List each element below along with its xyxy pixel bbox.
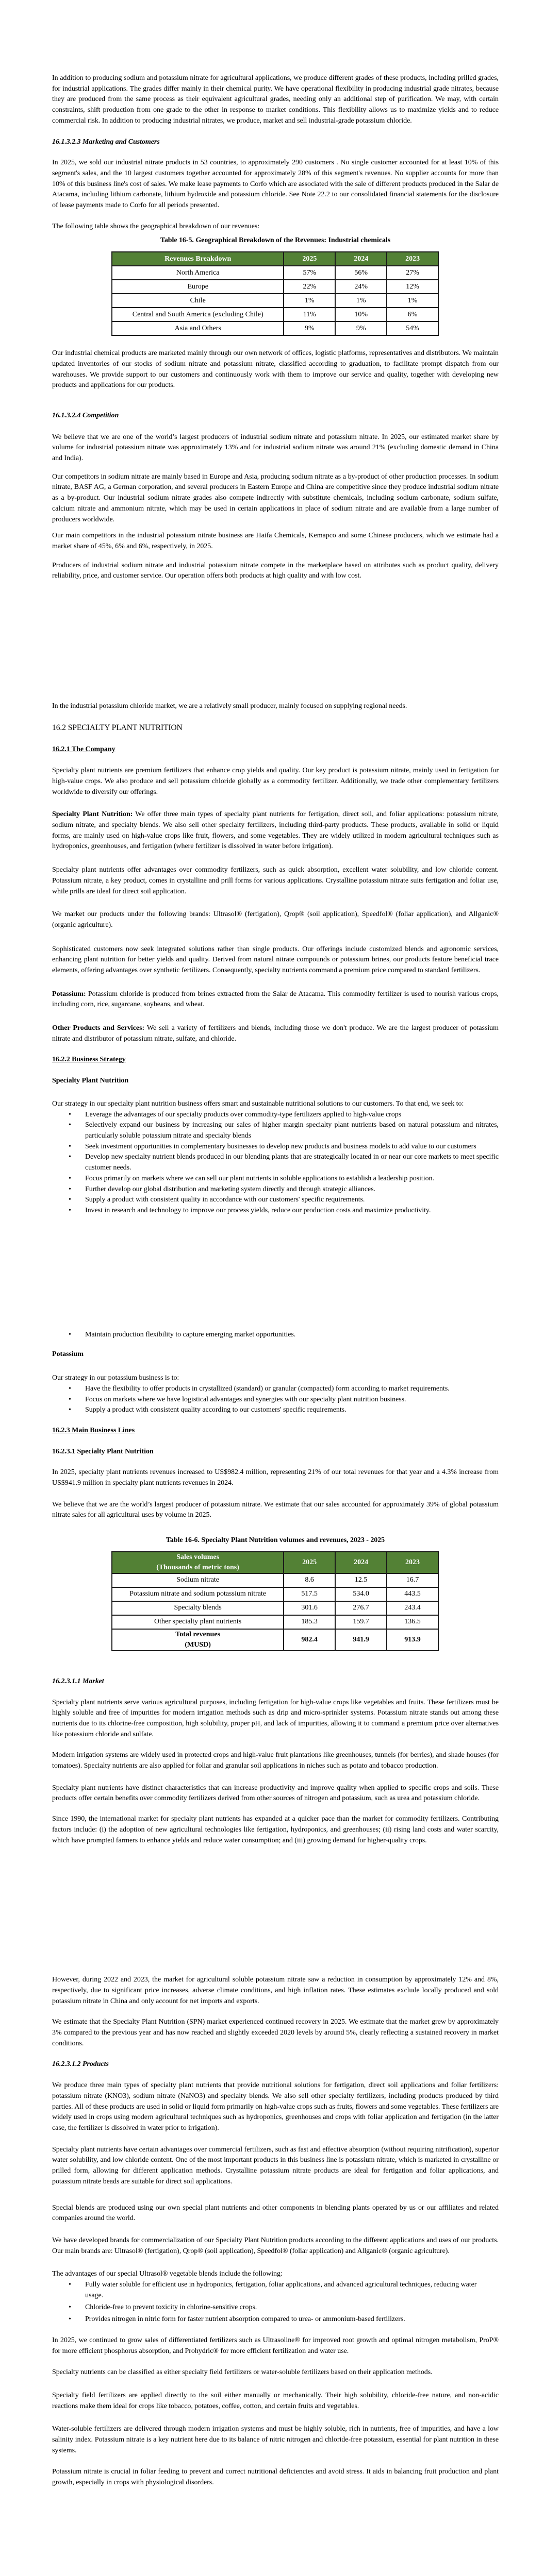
cell: 56% [335, 266, 387, 280]
cell: 1% [284, 294, 335, 308]
list-item: • Further develop our global distribution and marketing system directly and through strategic alliances. [52, 1184, 499, 1195]
cell: Europe [112, 280, 284, 294]
heading-potassium: Potassium [52, 1350, 84, 1359]
heading-specialty-plant-nutrition: Specialty Plant Nutrition [52, 1077, 129, 1085]
paragraph-competition-1: We believe that we are one of the world’s largest producers of industrial sodium nitrate and potassium nitrate. In 2025, our estimated market share by volume for industrial potassium nitrate was approximately 13% and for industrial sodium nitrate was around 21% (excluding domestic demand in China and India). [52, 433, 499, 463]
cell: 22% [284, 280, 335, 294]
ultrasol-advantages-list [52, 2280, 480, 2325]
cell: 941.9 [335, 1629, 387, 1651]
paragraph-company-3: Specialty plant nutrients offer advantages over commodity fertilizers, such as quick absorption, excellent water solubility, and low chloride content. Potassium nitrate, a key product, comes in crystalline and prill forms for various applications. Crystalline potassium nitrate suits fertigation and foliar use, while prills are ideal for direct soil application. [52, 866, 499, 895]
paragraph-market-6: We estimate that the Specialty Plant Nutrition (SPN) market experienced continued recovery in 2025. We estimate that the market grew by approximately 3% compared to the previous year and has now reached and slightly exceeded 2020 levels by around 5%, clearly reflecting a sustained recovery in market conditions. [52, 2018, 499, 2047]
cell: 12.5 [335, 1573, 387, 1587]
paragraph-products-5: The advantages of our special Ultrasol® vegetable blends include the following: [52, 2270, 283, 2278]
cell [112, 1629, 284, 1651]
paragraph-company-7 [52, 1023, 499, 1044]
cell: 243.4 [387, 1601, 438, 1615]
paragraph-products-10: Potassium nitrate is crucial in foliar feeding to prevent and correct nutritional deficiencies and avoid stress. It aids in balancing fruit production and plant growth, especially in crops with physiological disorders. [52, 2468, 499, 2487]
paragraph-nitrate-grades: In addition to producing sodium and potassium nitrate for agricultural applications, we produce different grades of these products, including prilled grades, for industrial applications. The grades differ mainly in their chemical purity. We have operational flexibility in producing industrial grade nitrates, because they are produced from the same process as their equivalent agricultural grades, needing only an additional step of purification. We may, with certain constraints, shift production from one grade to the other in response to market conditions. This flexibility allows us to maximize yields and to reduce commercial risk. In addition to producing industrial nitrates, we produce, market and sell industrial-grade potassium chloride. [52, 74, 499, 125]
cell: 12% [387, 280, 438, 294]
paragraph-text: We offer three main types of specialty plant nutrients for fertigation, direct soil, and foliar applications: potassium nitrate, sodium nitrate, and specialty blends. We also sell other specialty fertilizers, including third-party products. These products, available in solid or liquid forms, are mainly used on high-value crops like fruit, flowers, and some vegetables. They are widely utilized in modern agricultural techniques such as hydroponics, greenhouses, and fertigation (where fertilizer is dissolved in water before irrigation). [52, 810, 499, 851]
list-item: • Chloride-free to prevent toxicity in chlorine-sensitive crops. [52, 2302, 480, 2313]
column-header: 2024 [335, 252, 387, 266]
lead-label: Other Products and Services: [52, 1024, 145, 1032]
cell: 57% [284, 266, 335, 280]
column-header: 2023 [387, 252, 438, 266]
table-total-row [112, 1629, 438, 1651]
list-item: • Develop new specialty nutrient blends produced in our blending plants that are strategically located in or near our core markets to meet specific customer needs. [52, 1152, 499, 1173]
heading-market: 16.2.3.1.1 Market [52, 1677, 104, 1685]
paragraph-competition-5: In the industrial potassium chloride market, we are a relatively small producer, mainly focused on supplying regional needs. [52, 702, 407, 710]
cell: 185.3 [284, 1615, 335, 1629]
table-row [112, 308, 438, 321]
cell: 6% [387, 308, 438, 321]
paragraph-market-2: Modern irrigation systems are widely used in protected crops and high-value fruit plantations like greenhouses, tunnels (for berries), and shade houses (for tomatoes). Specialty nutrients are also applied for foliar and granular soil applications in niches such as potato and tobacco production. [52, 1751, 499, 1770]
paragraph-text: Potassium chloride is produced from brines extracted from the Salar de Atacama. This commodity fertilizer is used to nourish various crops, including corn, rice, sugarcane, soybeans, and wheat. [52, 990, 499, 1009]
list-item: • Have the flexibility to offer products in crystallized (standard) or granular (compacted) form according to market requirements. [52, 1384, 499, 1395]
heading-marketing-customers: 16.1.3.2.3 Marketing and Customers [52, 138, 160, 146]
table-row [112, 321, 438, 335]
list-item: • Supply a product with consistent quality in accordance with our customers' specific requirements. [52, 1195, 499, 1206]
table-row [112, 294, 438, 308]
paragraph-competition-4: Producers of industrial sodium nitrate and industrial potassium nitrate compete in the marketplace based on attributes such as product quality, delivery reliability, price, and customer service. Our operation offers both products at high quality and with low cost. [52, 561, 499, 580]
heading-16-2-3-1: 16.2.3.1 Specialty Plant Nutrition [52, 1447, 154, 1455]
paragraph-text: We sell a variety of fertilizers and blends, including those we don't produce. We are the largest producer of potassium nitrate and distributor of potassium nitrate, sulfate, and chloride. [52, 1024, 499, 1043]
list-item: • Focus primarily on markets where we can sell our plant nutrients in soluble applications to establish a leadership position. [52, 1174, 499, 1184]
column-header [112, 1552, 284, 1573]
cell: 1% [387, 294, 438, 308]
paragraph-competition-3: Our main competitors in the industrial potassium nitrate business are Haifa Chemicals, Kemapco and some Chinese producers, which we estimate had a market share of 45%, 6% and 6%, respectively, in 2025. [52, 532, 499, 550]
potassium-strategy-list [52, 1384, 499, 1416]
paragraph-market-4: Since 1990, the international market for specialty plant nutrients has expanded at a quicker pace than the market for commodity fertilizers. Contributing factors include: (i) the adoption of new agricultural technologies like fertigation, hydroponics, and greenhouses; (ii) rising land costs and water scarcity, which have prompted farmers to enhance yields and reduce water consumption; and (iii) growing demand for higher-quality crops. [52, 1815, 499, 1844]
column-header: Revenues Breakdown [112, 252, 284, 266]
paragraph-products-6: In 2025, we continued to grow sales of differentiated fertilizers such as Ultrasoline® for improved root growth and optimal nitrogen metabolism, ProP® for more efficient phosphorus absorption, and Prohydric® for more efficient fertilization and water use. [52, 2336, 499, 2355]
list-item: • Fully water soluble for efficient use in hydroponics, fertigation, foliar applications, and advanced agricultural techniques, reducing water usage. [52, 2280, 480, 2301]
list-item: • Focus on markets where we have logistical advantages and synergies with our specialty plant nutrition business. [52, 1395, 499, 1405]
table-row [112, 1587, 438, 1601]
cell: Potassium nitrate and sodium potassium nitrate [112, 1587, 284, 1601]
spn-strategy-list-continued [52, 1330, 499, 1341]
cell: 301.6 [284, 1601, 335, 1615]
cell: 11% [284, 308, 335, 321]
heading-products: 16.2.3.1.2 Products [52, 2060, 109, 2068]
cell: 1% [335, 294, 387, 308]
cell: Asia and Others [112, 321, 284, 335]
column-header: 2025 [284, 252, 335, 266]
list-item: • Invest in research and technology to improve our process yields, reduce our production costs and maximize productivity. [52, 1206, 499, 1216]
paragraph-products-4: We have developed brands for commercialization of our Specialty Plant Nutrition products according to the different applications and uses of our products. Our main brands are: Ultrasol® (fertigation), Qrop® (soil application), Speedfol® (foliar application) and Allganic® (organic agriculture). [52, 2236, 499, 2255]
paragraph-company-5: Sophisticated customers now seek integrated solutions rather than single products. Our offerings include customized blends and agronomic services, enhancing plant nutrition for better yields and quality. Derived from natural nitrate compounds or potassium brines, our products feature beneficial trace elements, offering advantages over synthetic fertilizers. Consequently, specialty nutrients command a premium price compared to standard fertilizers. [52, 945, 499, 975]
heading-main-business-lines: 16.2.3 Main Business Lines [52, 1426, 135, 1434]
cell: 913.9 [387, 1629, 438, 1651]
table-16-6-title: Table 16-6. Specialty Plant Nutrition volumes and revenues, 2023 - 2025 [166, 1536, 385, 1545]
cell: North America [112, 266, 284, 280]
list-item: • Maintain production flexibility to capture emerging market opportunities. [52, 1330, 499, 1341]
paragraph-market-1: Specialty plant nutrients serve various agricultural purposes, including fertigation for high-value crops like vegetables and fruits. These fertilizers must be highly soluble and free of impurities for modern irrigation methods such as drip and micro-sprinkler systems. Potassium nitrate stands out among these nutrients due to its chlorine-free composition, high solubility, proper pH, and lack of impurities, allowing it to command a premium price over alternatives like potassium chloride and sulfate. [52, 1698, 499, 1738]
paragraph-largest-producer: We believe that we are the world’s largest producer of potassium nitrate. We estimate that our sales accounted for approximately 39% of global potassium nitrate sales for all agricultural uses by volume in 2025. [52, 1500, 499, 1519]
paragraph-products-8: Specialty field fertilizers are applied directly to the soil either manually or mechanically. Their high solubility, chloride-free nature, and non-acidic reactions make them ideal for crops like tobacco, potatoes, coffee, cotton, and certain fruits and vegetables. [52, 2391, 499, 2410]
table-geographical-breakdown [111, 251, 439, 336]
header-line: Sales volumes [176, 1553, 220, 1561]
paragraph-company-6 [52, 989, 499, 1010]
cell: Specialty blends [112, 1601, 284, 1615]
paragraph-marketed: Our industrial chemical products are marketed mainly through our own network of offices, logistic platforms, representatives and distributors. We maintain updated inventories of our stocks of sodium nitrate and potassium nitrate, classified according to graduation, to facilitate prompt dispatch from our warehouses. We provide support to our customers and continuously work with them to improve our service and quality, together with developing new products and applications for our products. [52, 349, 499, 389]
paragraph-products-9: Water-soluble fertilizers are delivered through modern irrigation systems and must be highly soluble, rich in nutrients, free of impurities, and have a low salinity index. Potassium nitrate is a key nutrient here due to its balance of nitric nitrogen and chloride-free potassium, essential for plant nutrition in these systems. [52, 2425, 499, 2454]
paragraph-company-1: Specialty plant nutrients are premium fertilizers that enhance crop yields and quality. Our key product is potassium nitrate, mainly used in fertigation for high-value crops. We also produce and sell potassium chloride globally as a commodity fertilizer. Additionally, we trade other complementary fertilizers worldwide to diversify our offerings. [52, 767, 499, 796]
table-row [112, 1573, 438, 1587]
cell: 159.7 [335, 1615, 387, 1629]
cell: 16.7 [387, 1573, 438, 1587]
table-header-row [112, 252, 438, 266]
paragraph-products-7: Specialty nutrients can be classified as either specialty field fertilizers or water-soluble fertilizers based on their application methods. [52, 2368, 433, 2377]
column-header: 2024 [335, 1552, 387, 1573]
total-label-line: Total revenues [175, 1630, 220, 1638]
paragraph-company-2 [52, 809, 499, 852]
table-spn-volumes-revenues [111, 1551, 439, 1651]
list-item: • Seek investment opportunities in complementary businesses to develop new products and business models to add value to our customers [52, 1142, 499, 1153]
paragraph-competition-2: Our competitors in sodium nitrate are mainly based in Europe and Asia, producing sodium nitrate as a by-product of other production processes. In sodium nitrate, BASF AG, a German corporation, and several producers in Eastern Europe and China are competitive since they produce industrial sodium nitrate as a by-product. Our industrial sodium nitrate grades also compete indirectly with substitute chemicals, including sodium carbonate, sodium sulfate, calcium nitrate and ammonium nitrate, which may be used in certain applications in place of sodium nitrate and are available from a large number of producers worldwide. [52, 472, 499, 523]
header-line: (Thousands of metric tons) [156, 1563, 239, 1571]
paragraph-market-3: Specialty plant nutrients have distinct characteristics that can increase productivity and improve quality when applied to specific crops and soils. These products offer certain benefits over commodity fertilizers derived from other sources of nitrogen and potassium, such as urea and potassium chloride. [52, 1784, 499, 1803]
table-row [112, 1615, 438, 1629]
paragraph-potassium-strategy: Our strategy in our potassium business is to: [52, 1374, 179, 1382]
cell: 54% [387, 321, 438, 335]
cell: 9% [284, 321, 335, 335]
cell: 276.7 [335, 1601, 387, 1615]
cell: 534.0 [335, 1587, 387, 1601]
cell: 136.5 [387, 1615, 438, 1629]
cell: 27% [387, 266, 438, 280]
table-row [112, 266, 438, 280]
cell: 24% [335, 280, 387, 294]
cell: Sodium nitrate [112, 1573, 284, 1587]
cell: 8.6 [284, 1573, 335, 1587]
heading-the-company: 16.2.1 The Company [52, 745, 116, 753]
paragraph-products-1: We produce three main types of specialty plant nutrients that provide nutritional solutions for fertigation, direct soil applications and foliar fertilizers: potassium nitrate (KNO3), sodium nitrate (NaNO3) and specialty blends. We also sell other specialty fertilizers, including products produced by third parties. All of these products are used in solid or liquid form primarily on high-value crops such as fruits, flowers and some vegetables. These fertilizers are widely used in crops using modern agricultural techniques such as hydroponics, greenhouses and crops with foliar application and fertigation (in the latter case, the fertilizer is dissolved in water prior to irrigation). [52, 2081, 499, 2132]
cell: 982.4 [284, 1629, 335, 1651]
cell: Central and South America (excluding Chile) [112, 308, 284, 321]
spn-strategy-list [52, 1110, 499, 1216]
cell: 517.5 [284, 1587, 335, 1601]
heading-competition: 16.1.3.2.4 Competition [52, 411, 119, 419]
list-item: • Selectively expand our business by increasing our sales of higher margin specialty plant nutrients based on natural potassium and nitrates, particularly soluble potassium nitrate and specialty blends [52, 1120, 499, 1141]
cell: Other specialty plant nutrients [112, 1615, 284, 1629]
paragraph-products-3: Special blends are produced using our own special plant nutrients and other components in blending plants operated by us or our affiliates and related companies around the world. [52, 2204, 499, 2223]
heading-business-strategy: 16.2.2 Business Strategy [52, 1055, 126, 1063]
paragraph-table-intro: The following table shows the geographical breakdown of our revenues: [52, 222, 260, 230]
total-label-line: (MUSD) [185, 1640, 211, 1649]
section-heading-16-2: 16.2 SPECIALTY PLANT NUTRITION [52, 723, 183, 732]
cell: 10% [335, 308, 387, 321]
table-header-row [112, 1552, 438, 1573]
cell: 443.5 [387, 1587, 438, 1601]
table-row [112, 280, 438, 294]
paragraph-products-2: Specialty plant nutrients have certain advantages over commercial fertilizers, such as fast and effective absorption (without requiring nitrification), superior water solubility, and low chloride content. One of the most important products in this business line is potassium nitrate, which is marketed in crystalline or prilled form, allowing for different application methods. Crystalline potassium nitrate products are ideal for fertigation and foliar applications, and potassium nitrate beads are suitable for direct soil applications. [52, 2145, 499, 2185]
cell: 9% [335, 321, 387, 335]
table-row [112, 1601, 438, 1615]
list-item: • Supply a product with consistent quality according to our customers' specific requirements. [52, 1405, 499, 1416]
lead-label: Potassium: [52, 990, 86, 998]
paragraph-market-5: However, during 2022 and 2023, the market for agricultural soluble potassium nitrate saw a reduction in consumption by approximately 12% and 8%, respectively, due to significant price increases, adverse climate conditions, and high inflation rates. These estimates exclude locally produced and sold potassium nitrate in China and only account for net imports and exports. [52, 1976, 499, 2005]
list-item: • Provides nitrogen in nitric form for faster nutrient absorption compared to urea- or ammonium-based fertilizers. [52, 2314, 480, 2325]
column-header: 2023 [387, 1552, 438, 1573]
paragraph-revenues: In 2025, specialty plant nutrients revenues increased to US$982.4 million, representing 21% of our total revenues for that year and a 4.3% increase from US$941.9 million in specialty plant nutrients revenues in 2024. [52, 1468, 499, 1487]
lead-label: Specialty Plant Nutrition: [52, 810, 133, 819]
paragraph-company-4: We market our products under the following brands: Ultrasol® (fertigation), Qrop® (soil application), Speedfol® (foliar application), and Allganic® (organic agriculture). [52, 910, 499, 929]
cell: Chile [112, 294, 284, 308]
paragraph-marketing: In 2025, we sold our industrial nitrate products in 53 countries, to approximately 290 customers . No single customer accounted for at least 10% of this segment's sales, and the 10 largest customers together accounted for approximately 28% of this segment's revenues. No supplier accounts for more than 10% of this business line's cost of sales. We make lease payments to Corfo which are associated with the sale of different products produced in the Salar de Atacama, including lithium carbonate, lithium hydroxide and potassium chloride. See Note 22.2 to our consolidated financial statements for the disclosure of lease payments made to Corfo for all periods presented. [52, 159, 499, 210]
column-header: 2025 [284, 1552, 335, 1573]
list-item: • Leverage the advantages of our specialty products over commodity-type fertilizers applied to high-value crops [52, 1110, 499, 1121]
table-16-5-title: Table 16-5. Geographical Breakdown of the Revenues: Industrial chemicals [160, 236, 391, 245]
paragraph-spn-strategy: Our strategy in our specialty plant nutrition business offers smart and sustainable nutritional solutions to our customers. To that end, we seek to: [52, 1099, 464, 1108]
